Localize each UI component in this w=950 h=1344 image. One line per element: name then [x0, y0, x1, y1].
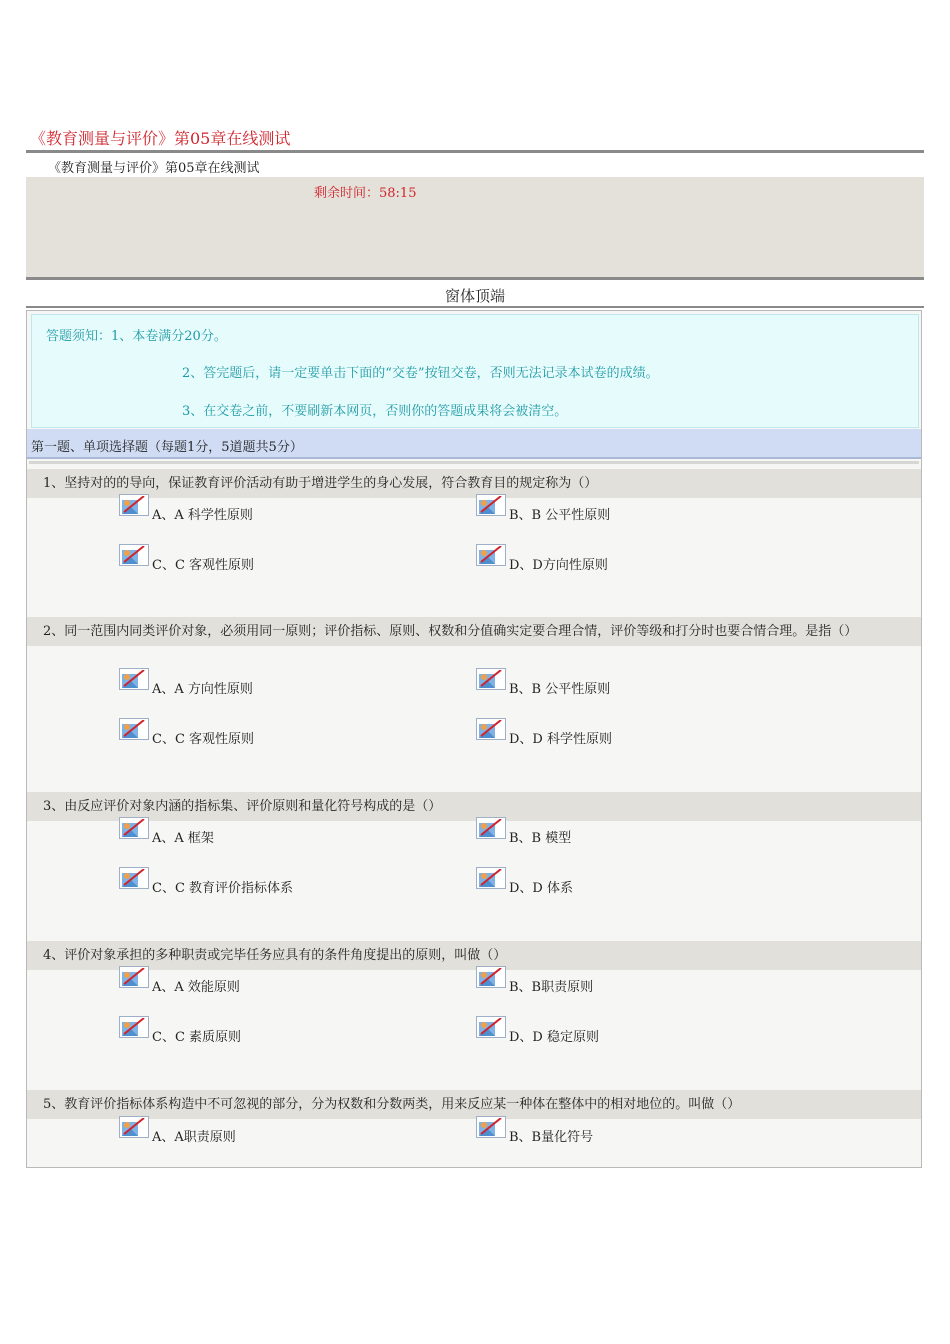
option-label: A、A 效能原则	[152, 980, 240, 995]
broken-image-icon	[476, 494, 506, 516]
option-label: A、A 方向性原则	[152, 682, 253, 697]
exam-form	[26, 310, 922, 1168]
notice-line: 2、答完题后，请一定要单击下面的“交卷”按钮交卷，否则无法记录本试卷的成绩。	[182, 366, 659, 381]
timer-panel	[26, 177, 924, 280]
option-label: B、B 模型	[509, 831, 572, 846]
broken-image-icon	[476, 867, 506, 889]
notice-line: 答题须知：1、本卷满分20分。	[46, 329, 227, 344]
broken-image-icon	[119, 544, 149, 566]
remaining-time: 剩余时间：58:15	[314, 186, 417, 201]
broken-image-icon	[119, 966, 149, 988]
broken-image-icon	[476, 718, 506, 740]
page-title: 《教育测量与评价》第05章在线测试	[30, 129, 291, 148]
form-divider	[26, 306, 924, 308]
broken-image-icon	[476, 966, 506, 988]
option-label: D、D 科学性原则	[509, 732, 612, 747]
option-label: B、B 公平性原则	[509, 682, 611, 697]
broken-image-icon	[476, 817, 506, 839]
broken-image-icon	[119, 494, 149, 516]
question-block	[27, 941, 921, 970]
option-label: D、D 体系	[509, 881, 573, 896]
option-label: B、B量化符号	[509, 1130, 594, 1145]
broken-image-icon	[119, 718, 149, 740]
broken-image-icon	[476, 1116, 506, 1138]
question-block	[27, 469, 921, 498]
question-block	[27, 792, 921, 821]
question-text: 1、坚持对的的导向，保证教育评价活动有助于增进学生的身心发展，符合教育目的规定称为（）	[27, 469, 921, 498]
notice-line: 3、在交卷之前，不要刷新本网页，否则你的答题成果将会被清空。	[182, 404, 568, 419]
option-label: A、A职责原则	[152, 1130, 236, 1145]
question-text: 5、教育评价指标体系构造中不可忽视的部分，分为权数和分数两类，用来反应某一种体在整体中的相对地位的。叫做（）	[27, 1090, 921, 1119]
broken-image-icon	[476, 544, 506, 566]
option-label: B、B职责原则	[509, 980, 594, 995]
option-label: C、C 教育评价指标体系	[152, 881, 294, 896]
option-label: D、D方向性原则	[509, 558, 608, 573]
option-label: B、B 公平性原则	[509, 508, 611, 523]
question-text: 2、同一范围内同类评价对象，必须用同一原则；评价指标、原则、权数和分值确实定要合理合情，评价等级和打分时也要合情合理。是指（）	[27, 617, 921, 646]
section-header: 第一题、单项选择题（每题1分，5道题共5分）	[27, 429, 921, 459]
option-label: A、A 框架	[152, 831, 214, 846]
option-label: A、A 科学性原则	[152, 508, 253, 523]
option-label: C、C 客观性原则	[152, 732, 255, 747]
answer-notice	[31, 314, 919, 428]
question-block	[27, 1090, 921, 1119]
form-top-label: 窗体顶端	[444, 287, 505, 305]
option-label: C、C 客观性原则	[152, 558, 255, 573]
broken-image-icon	[119, 867, 149, 889]
broken-image-icon	[476, 668, 506, 690]
exam-subtitle: 《教育测量与评价》第05章在线测试	[48, 161, 260, 176]
broken-image-icon	[119, 817, 149, 839]
option-label: D、D 稳定原则	[509, 1030, 599, 1045]
title-divider	[26, 150, 924, 153]
question-block	[27, 617, 921, 646]
broken-image-icon	[119, 668, 149, 690]
question-text: 4、评价对象承担的多种职责或完毕任务应具有的条件角度提出的原则，叫做（）	[27, 941, 921, 970]
broken-image-icon	[119, 1116, 149, 1138]
question-text: 3、由反应评价对象内涵的指标集、评价原则和量化符号构成的是（）	[27, 792, 921, 821]
option-label: C、C 素质原则	[152, 1030, 242, 1045]
section-divider	[29, 461, 919, 464]
broken-image-icon	[476, 1016, 506, 1038]
broken-image-icon	[119, 1016, 149, 1038]
